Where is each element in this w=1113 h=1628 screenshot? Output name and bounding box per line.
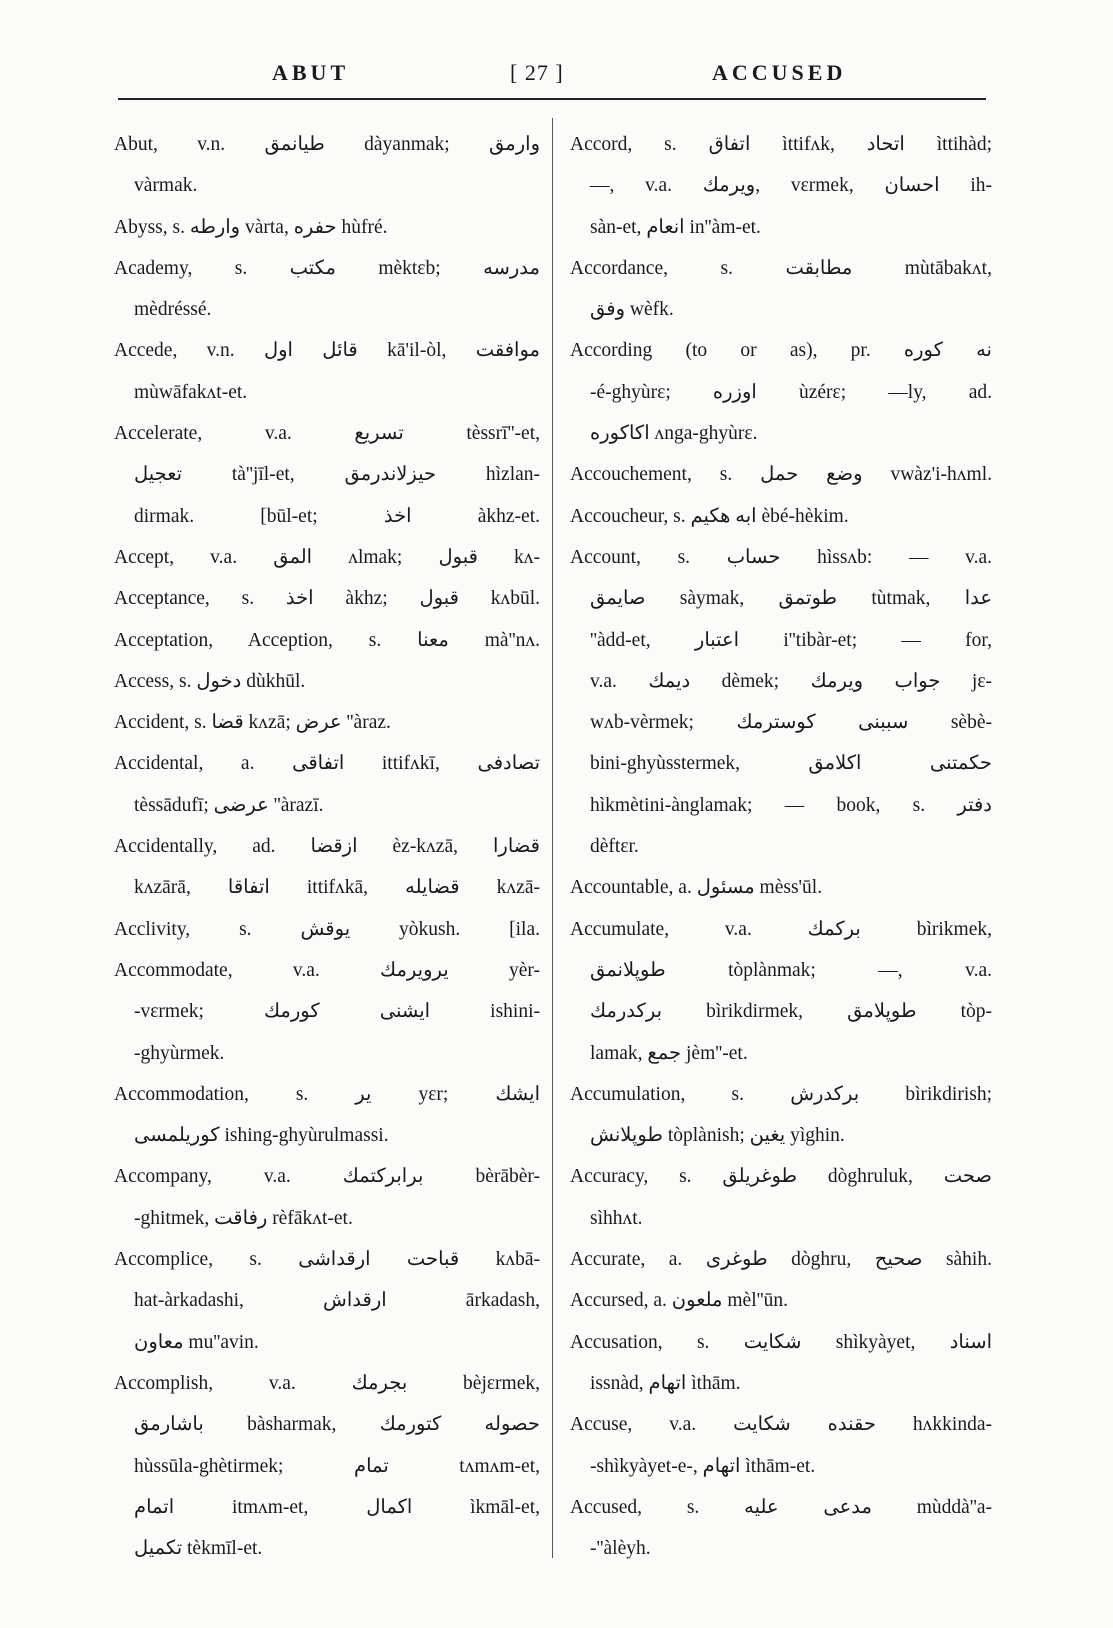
dictionary-line: اكاكوره ʌnga-ghyùrɛ. (590, 423, 758, 445)
dictionary-line: issnàd, اتهام ìthām. (590, 1372, 741, 1394)
dictionary-line: tèssādufī; عرضى ''àrazī. (134, 794, 324, 816)
dictionary-line: Acceptation, Acception, s. معنا mà''nʌ. (114, 629, 540, 651)
dictionary-line: -é-ghyùrɛ; اوزره ùzérɛ; —ly, ad. (590, 381, 992, 403)
dictionary-line: sìhhʌt. (590, 1207, 643, 1229)
dictionary-line: dirmak. [būl-et; اخذ àkhz-et. (134, 505, 540, 527)
dictionary-line: تكميل tèkmīl-et. (134, 1538, 263, 1560)
dictionary-line: Accede, v.n. قائل اول kā'il-òl, موافقت (114, 340, 540, 362)
dictionary-line: باشارمق bàsharmak, حصوله كتورمك (134, 1414, 540, 1436)
dictionary-line: lamak, جمع jèm''-et. (590, 1042, 748, 1064)
left-column (114, 124, 540, 1569)
dictionary-line: Accidental, a. اتفاقى ittifʌkī, تصادفى (114, 753, 540, 775)
dictionary-line: Accidentally, ad. ازقضا èz-kʌzā, قضارا (114, 836, 540, 858)
dictionary-line: wʌb-vèrmek; سببنى كوسترمك sèbè- (590, 712, 992, 734)
dictionary-line: Accursed, a. ملعون mèl''ūn. (570, 1290, 789, 1312)
dictionary-line: اتمام itmʌm-et, اكمال ìkmāl-et, (134, 1496, 540, 1518)
dictionary-line: v.a. ديمك dèmek; جواب ويرمك jɛ- (590, 670, 992, 692)
first-headword: ABUT (272, 60, 350, 85)
dictionary-line: hìkmètini-ànglamak; — book, s. دفتر (590, 794, 992, 816)
dictionary-line: Accordance, s. مطابقت mùtābakʌt, (570, 257, 992, 279)
dictionary-line: mùwāfakʌt-et. (134, 381, 248, 403)
dictionary-line: sàn-et, انعام in''àm-et. (590, 216, 761, 238)
dictionary-line: dèftɛr. (590, 836, 639, 858)
dictionary-line: -ghyùrmek. (134, 1042, 225, 1064)
dictionary-line: Accept, v.a. المق ʌlmak; قبول kʌ- (114, 546, 540, 568)
dictionary-line: Accompany, v.a. برابركتمك bèrābèr- (114, 1166, 540, 1188)
dictionary-line: Accouchement, s. وضع حمل vwàz'i-hʌml. (570, 464, 992, 486)
dictionary-line: Accumulate, v.a. بركمك bìrikmek, (570, 918, 992, 940)
last-headword: ACCUSED (712, 60, 847, 85)
dictionary-line: kʌzārā, اتفاقا ittifʌkā, قضايله kʌzā- (134, 877, 540, 899)
dictionary-line: Accurate, a. طوغرى dòghru, صحيح sàhih. (570, 1249, 992, 1271)
dictionary-line: -vɛrmek; ايشنى كورمك ishini- (134, 1001, 540, 1023)
dictionary-line: معاون mu''avin. (134, 1331, 259, 1353)
dictionary-line: صايمق sàymak, طوتمق tùtmak, عدا (590, 588, 992, 610)
right-column (570, 124, 992, 1569)
running-head (0, 56, 1113, 90)
dictionary-line: bini-ghyùsstermek, حكمتنى اكلامق (590, 753, 992, 775)
header-rule (118, 98, 986, 100)
dictionary-line: طوپلانمق tòplànmak; —, v.a. (590, 959, 992, 981)
dictionary-line: Account, s. حساب hìssʌb: — v.a. (570, 546, 992, 568)
dictionary-line: Accord, s. اتفاق ìttifʌk, اتحاد ìttihàd; (570, 134, 992, 155)
column-divider (552, 118, 553, 1558)
dictionary-line: —, v.a. ويرمك, vɛrmek, احسان ih- (590, 175, 992, 197)
dictionary-line: Accommodate, v.a. يرويرمك yèr- (114, 959, 540, 981)
dictionary-line: Acclivity, s. يوقش yòkush. [ila. (114, 918, 540, 940)
dictionary-line: According (to or as), pr. نه كوره (570, 340, 992, 362)
dictionary-line: تعجيل tà''jīl-et, حيزلاندرمق hìzlan- (134, 464, 540, 486)
dictionary-line: Accusation, s. شكايت shìkyàyet, اسناد (570, 1331, 992, 1353)
dictionary-line: mèdréssé. (134, 299, 212, 321)
page-number: [ 27 ] (510, 60, 564, 85)
dictionary-line: Accomplish, v.a. بجرمك bèjɛrmek, (114, 1372, 540, 1394)
dictionary-line: Accommodation, s. ير yɛr; ايشك (114, 1083, 540, 1105)
dictionary-line: Accoucheur, s. ابه هكيم èbé-hèkim. (570, 505, 849, 527)
dictionary-line: -shìkyàyet-e-, اتهام ìthām-et. (590, 1455, 816, 1477)
dictionary-line: hat-àrkadashi, ارقداش ārkadash, (134, 1290, 540, 1312)
dictionary-line: Accumulation, s. بركدرش bìrikdirish; (570, 1083, 992, 1105)
dictionary-line: Accuse, v.a. حقنده شكايت hʌkkinda- (570, 1414, 992, 1436)
dictionary-line: وفق wèfk. (590, 299, 674, 321)
dictionary-line: Accused, s. مدعى عليه mùddà''a- (570, 1496, 992, 1518)
dictionary-line: Acceptance, s. اخذ àkhz; قبول kʌbūl. (114, 588, 540, 610)
dictionary-line: Abut, v.n. طيانمق dàyanmak; وارمق (114, 134, 540, 155)
dictionary-line: Accomplice, s. قباحت ارقداشى kʌbā- (114, 1249, 540, 1271)
dictionary-line: Abyss, s. وارطه vàrta, حفره hùfré. (114, 216, 388, 238)
dictionary-line: كوريلمسى ishing-ghyùrulmassi. (134, 1125, 389, 1147)
dictionary-line: -ghitmek, رفاقت rèfākʌt-et. (134, 1207, 353, 1229)
dictionary-line: vàrmak. (134, 175, 198, 197)
dictionary-line: hùssūla-ghètirmek; تمام tʌmʌm-et, (134, 1455, 540, 1477)
dictionary-line: Accuracy, s. طوغريلق dòghruluk, صحت (570, 1166, 992, 1188)
dictionary-line: ''àdd-et, اعتبار i''tibàr-et; — for, (590, 629, 992, 651)
dictionary-line: Access, s. دخول dùkhūl. (114, 670, 306, 692)
dictionary-line: بركدرمك bìrikdirmek, طوپلامق tòp- (590, 1001, 992, 1023)
dictionary-line: -''àlèyh. (590, 1538, 651, 1560)
dictionary-line: Accident, s. قضا kʌzā; عرض ''àraz. (114, 712, 391, 734)
dictionary-line: Academy, s. مكتب mèktɛb; مدرسه (114, 257, 540, 279)
dictionary-line: Accountable, a. مسئول mèss'ūl. (570, 877, 823, 899)
dictionary-line: طوپلانش tòplànish; يغين yìghin. (590, 1125, 845, 1147)
dictionary-line: Accelerate, v.a. تسريع tèssrī''-et, (114, 423, 540, 445)
